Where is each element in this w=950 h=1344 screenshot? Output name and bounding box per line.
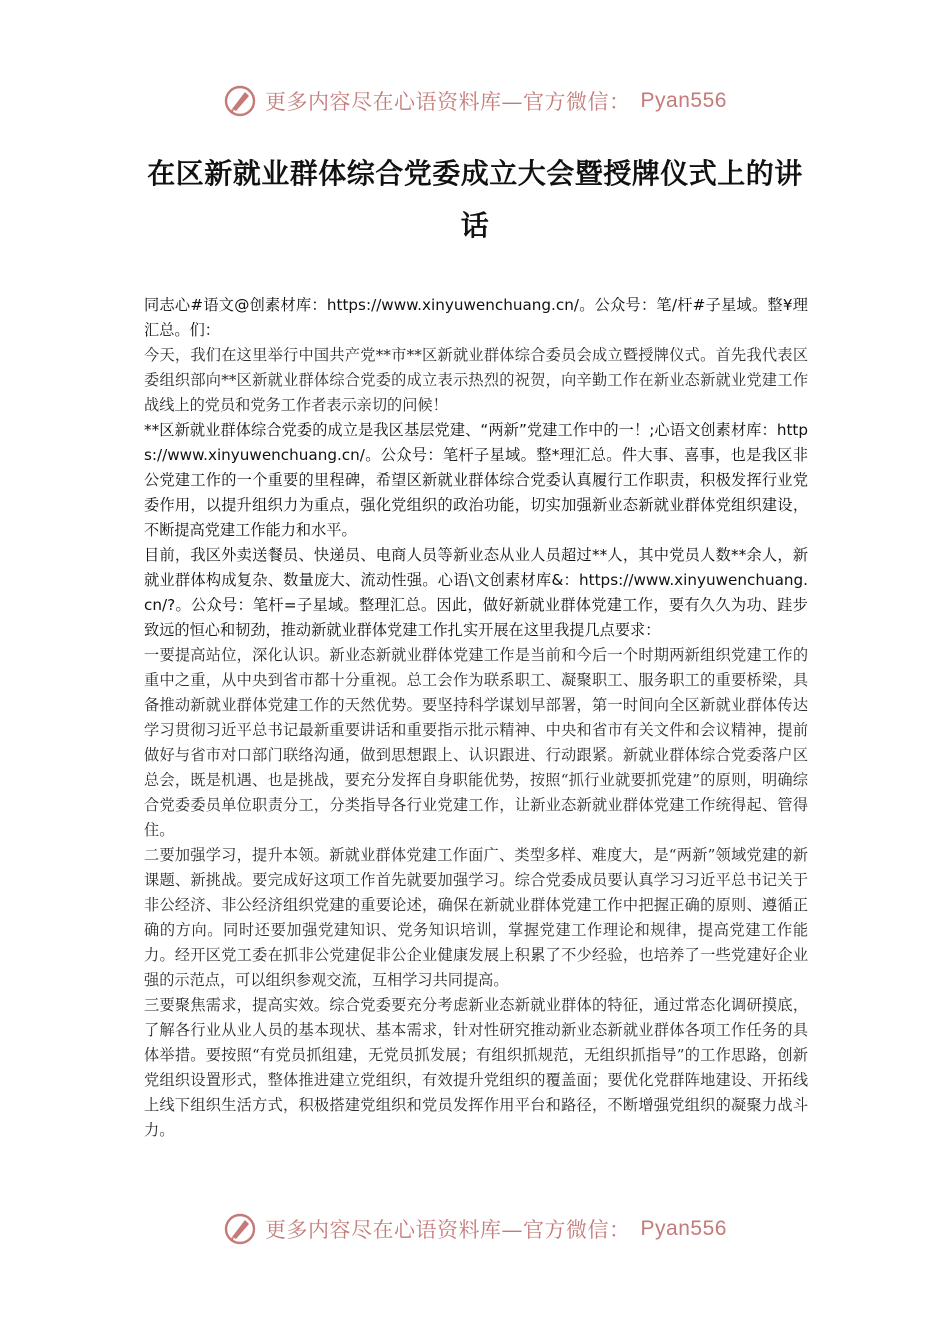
body-paragraph: 目前，我区外卖送餐员、快递员、电商人员等新业态从业人员超过**人，其中党员人数**余人，新就业群体构成复杂、数量庞大、流动性强。心语\文创素材库&：https://www.xinyuwenchuang.cn/?。公众号：笔杆=子星域。整理汇总。因此，做好新就业群体党建工作，要有久久为功、跬步致远的恒心和韧劲，推动新就业群体党建工作扎实开展在这里我提几点要求： [144, 546, 808, 639]
body-paragraph-salutation: 同志心#语文@创素材库：https://www.xinyuwenchuang.cn/。公众号：笔/杆#子星域。整¥理汇总。们： [144, 296, 808, 339]
banner-wechat-id: Pyan556 [640, 1217, 727, 1240]
banner-wechat-id: Pyan556 [640, 89, 727, 112]
body-paragraph: 今天，我们在这里举行中国共产党**市**区新就业群体综合委员会成立暨授牌仪式。首先我代表区委组织部向**区新就业群体综合党委的成立表示热烈的祝贺，向辛勤工作在新业态新就业党建工作战线上的党员和党务工作者表示亲切的问候！ [144, 346, 808, 414]
banner-text: 更多内容尽在心语资料库—官方微信： [265, 90, 631, 114]
body-paragraph-point-three: 三要聚焦需求，提高实效。综合党委要充分考虑新业态新就业群体的特征，通过常态化调研摸底，了解各行业从业人员的基本现状、基本需求，针对性研究推动新业态新就业群体各项工作任务的具体举措。要按照“有党员抓组建，无党员抓发展；有组织抓规范，无组织抓指导”的工作思路，创新党组织设置形式，整体推进建立党组织，有效提升党组织的覆盖面；要优化党群阵地建设、开拓线上线下组织生活方式，积极搭建党组织和党员发挥作用平台和路径，不断增强党组织的凝聚力战斗力。 [144, 996, 808, 1139]
body-paragraph: **区新就业群体综合党委的成立是我区基层党建、“两新”党建工作中的一！;心语文创素材库：https://www.xinyuwenchuang.cn/。公众号：笔杆子星域。整*理汇总。件大事、喜事，也是我区非公党建工作的一个重要的里程碑，希望区新就业群体综合党委认真履行工作职责，积极发挥行业党委作用，以提升组织力为重点，强化党组织的政治功能，切实加强新业态新就业群体党组织建设，不断提高党建工作能力和水平。 [144, 421, 808, 539]
body-paragraph-point-two: 二要加强学习，提升本领。新就业群体党建工作面广、类型多样、难度大，是“两新”领域党建的新课题、新挑战。要完成好这项工作首先就要加强学习。综合党委成员要认真学习习近平总书记关于非公经济、非公经济组织党建的重要论述，确保在新就业群体党建工作中把握正确的原则、遵循正确的方向。同时还要加强党建知识、党务知识培训，掌握党建工作理论和规律，提高党建工作能力。经开区党工委在抓非公党建促非公企业健康发展上积累了不少经验，也培养了一些党建好企业强的示范点，可以组织参观交流，互相学习共同提高。 [144, 846, 808, 989]
body-paragraph-point-one: 一要提高站位，深化认识。新业态新就业群体党建工作是当前和今后一个时期两新组织党建工作的重中之重，从中央到省市都十分重视。总工会作为联系职工、凝聚职工、服务职工的重要桥梁，具备推动新就业群体党建工作的天然优势。要坚持科学谋划早部署，第一时间向全区新就业群体传达学习贯彻习近平总书记最新重要讲话和重要指示批示精神、中央和省市有关文件和会议精神，提前做好与省市对口部门联络沟通，做到思想跟上、认识跟进、行动跟紧。新就业群体综合党委落户区总会，既是机遇、也是挑战，要充分发挥自身职能优势，按照“抓行业就要抓党建”的原则，明确综合党委委员单位职责分工，分类指导各行业党建工作，让新业态新就业群体党建工作统得起、管得住。 [144, 646, 808, 839]
pen-nib-logo-icon [223, 84, 257, 118]
pen-nib-logo-icon [223, 1212, 257, 1246]
footer-watermark-banner [0, 1212, 950, 1246]
document-body [144, 293, 808, 1143]
header-watermark-banner [0, 84, 950, 118]
document-title: 在区新就业群体综合党委成立大会暨授牌仪式上的讲话 [147, 157, 803, 242]
banner-text: 更多内容尽在心语资料库—官方微信： [265, 1218, 631, 1242]
